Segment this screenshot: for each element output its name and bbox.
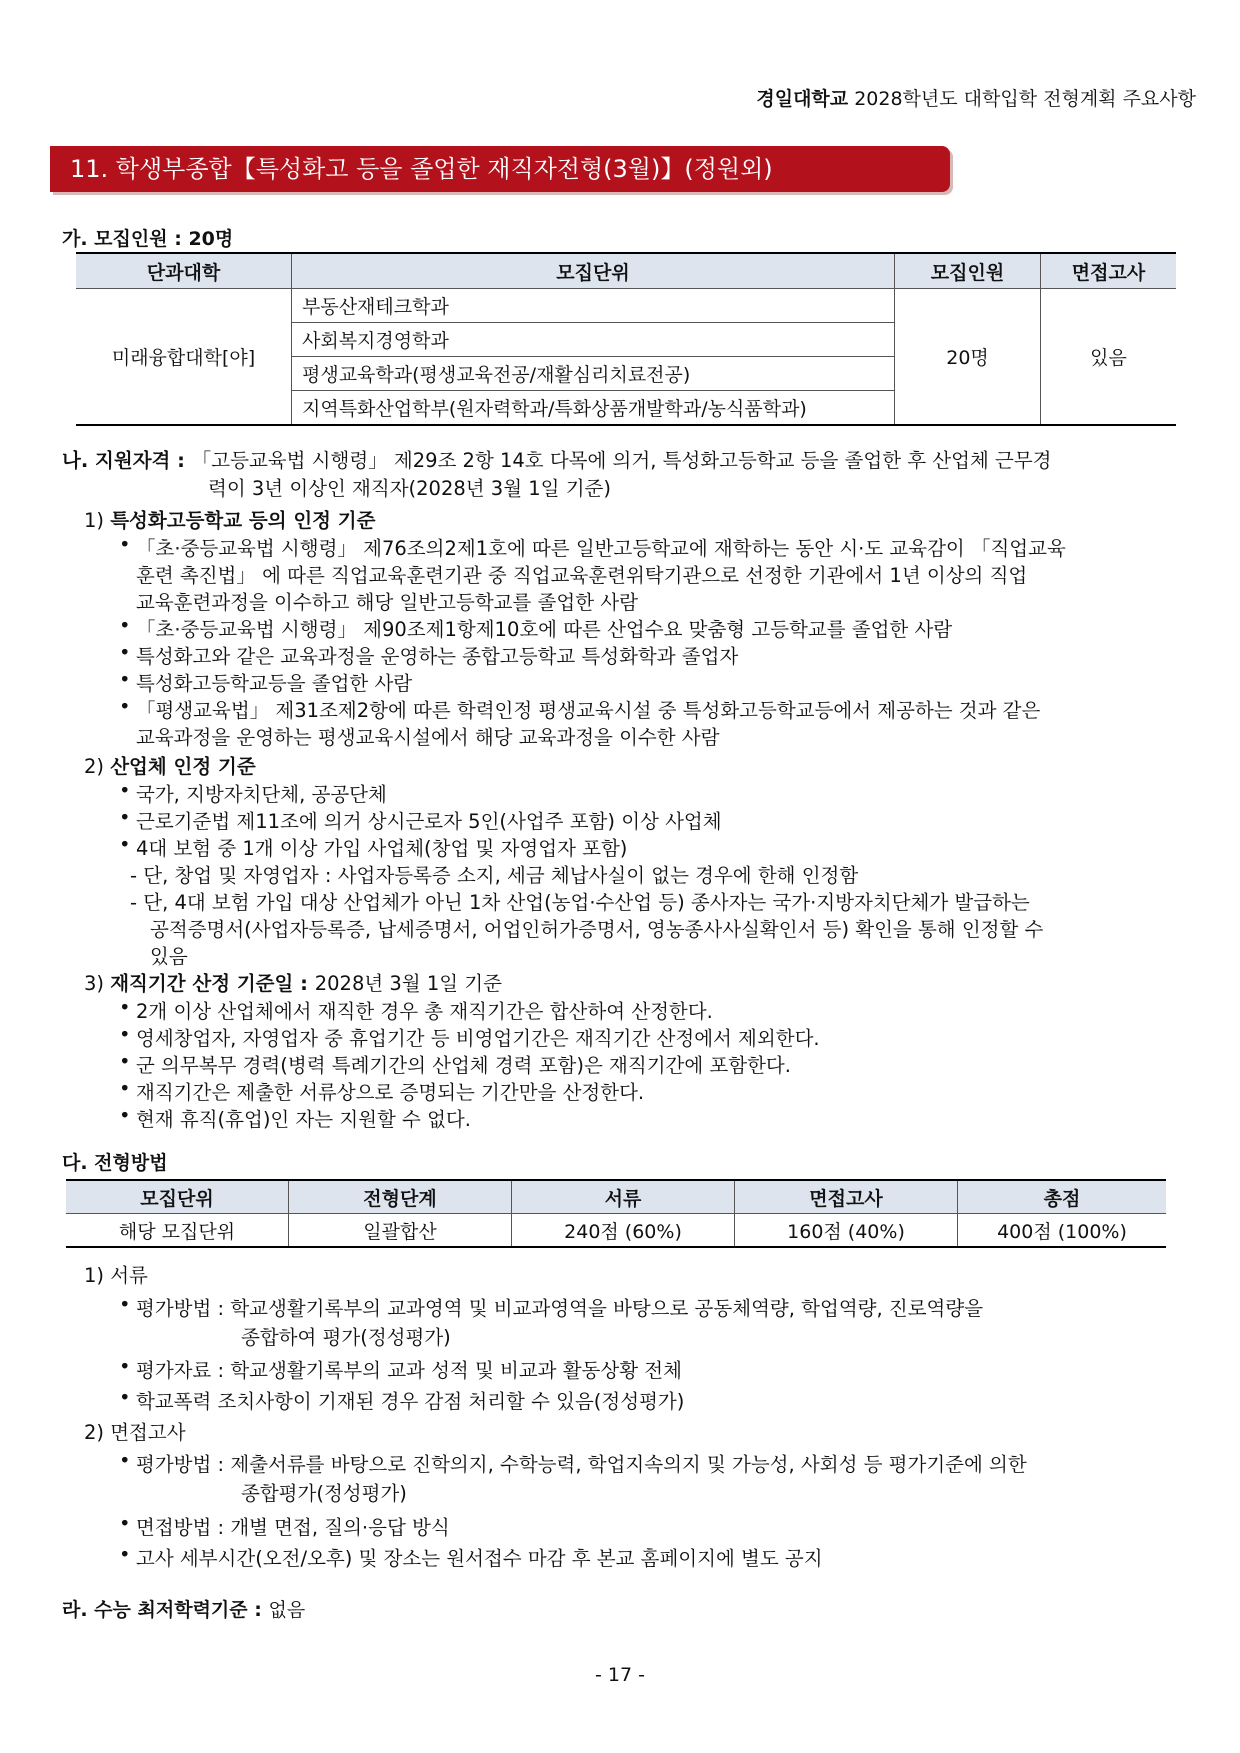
- list-item: • 평가방법 : 학교생활기록부의 교과영역 및 비교과영역을 바탕으로 공동체역량, 학업역량, 진로역량을: [136, 1293, 983, 1321]
- list-item: • 특성화고등학교등을 졸업한 사람: [136, 668, 412, 696]
- table-cell: 160점 (40%): [735, 1214, 958, 1248]
- list-item: • 면접방법 : 개별 면접, 질의·응답 방식: [136, 1512, 450, 1540]
- table-cell: 해당 모집단위: [66, 1214, 289, 1248]
- method-table: [66, 1179, 1166, 1248]
- list-item: • 평가자료 : 학교생활기록부의 교과 성적 및 비교과 활동상황 전체: [136, 1355, 682, 1383]
- na2-heading: 2) 산업체 인정 기준: [84, 755, 256, 778]
- list-item-cont: 종합하여 평가(정성평가): [241, 1326, 451, 1349]
- list-item: • 2개 이상 산업체에서 재직한 경우 총 재직기간은 합산하여 산정한다.: [136, 996, 713, 1024]
- section-da: 다. 전형방법: [62, 1152, 168, 1174]
- table-header: 모집인원: [895, 253, 1041, 289]
- table-header: 면접고사: [735, 1180, 958, 1214]
- list-item-cont: 훈련 촉진법」 에 따른 직업교육훈련기관 중 직업교육훈련위탁기관으로 선정한 기관에서 1년 이상의 직업: [136, 564, 1028, 587]
- da2-title: 면접고사: [110, 1421, 186, 1444]
- list-item-cont: 교육훈련과정을 이수하고 해당 일반고등학교를 졸업한 사람: [136, 591, 638, 614]
- list-item: • 재직기간은 제출한 서류상으로 증명되는 기간만을 산정한다.: [136, 1077, 644, 1105]
- da2-heading: 2) 면접고사: [84, 1421, 186, 1444]
- list-item: • 「초·중등교육법 시행령」 제90조제1항제10호에 따른 산업수요 맞춤형 고등학교를 졸업한 사람: [136, 614, 952, 642]
- list-item: • 「초·중등교육법 시행령」 제76조의2제1호에 따른 일반고등학교에 재학하는 동안 시·도 교육감이 「직업교육: [136, 533, 1166, 561]
- section-na-line: 「고등교육법 시행령」 제29조 2항 14호 다목에 의거, 특성화고등학교 등을 졸업한 후 산업체 근무경: [191, 449, 1052, 472]
- quota-table: [76, 252, 1176, 426]
- table-header: 서류: [512, 1180, 735, 1214]
- table-header: 단과대학: [76, 253, 292, 289]
- list-item: • 군 의무복무 경력(병력 특례기간의 산업체 경력 포함)은 재직기간에 포함한다.: [136, 1050, 791, 1078]
- list-subitem: - 단, 4대 보험 가입 대상 산업체가 아닌 1차 산업(농업·수산업 등) 종사자는 국가·지방자치단체가 발급하는: [130, 891, 1030, 914]
- table-cell: 일괄합산: [289, 1214, 512, 1248]
- list-item: • 현재 휴직(휴업)인 자는 지원할 수 없다.: [136, 1104, 471, 1132]
- list-item: • 고사 세부시간(오전/오후) 및 장소는 원서접수 마감 후 본교 홈페이지에 별도 공지: [136, 1543, 823, 1571]
- section-ra-label: 라. 수능 최저학력기준 :: [62, 1599, 269, 1621]
- list-item: • 4대 보험 중 1개 이상 가입 사업체(창업 및 자영업자 포함): [136, 833, 627, 861]
- list-item: • 국가, 지방자치단체, 공공단체: [136, 779, 387, 807]
- section-banner: 11. 학생부종합【특성화고 등을 졸업한 재직자전형(3월)】(정원외): [50, 146, 950, 192]
- table-header: 모집단위: [66, 1180, 289, 1214]
- table-header: 전형단계: [289, 1180, 512, 1214]
- interview-cell: 있음: [1041, 289, 1177, 426]
- table-header: 모집단위: [292, 253, 895, 289]
- da1-heading: 1) 서류: [84, 1264, 148, 1287]
- section-na: [62, 445, 1164, 473]
- na2-title: 산업체 인정 기준: [110, 755, 256, 778]
- list-subitem: - 단, 창업 및 자영업자 : 사업자등록증 소지, 세금 체납사실이 없는 경우에 한해 인정함: [130, 864, 859, 887]
- list-item-cont: 종합평가(정성평가): [241, 1482, 407, 1505]
- section-na-line: 력이 3년 이상인 재직자(2028년 3월 1일 기준): [208, 477, 611, 500]
- college-cell: 미래융합대학[야]: [76, 289, 292, 426]
- page-number: - 17 -: [595, 1664, 645, 1686]
- na1-heading: 1) 특성화고등학교 등의 인정 기준: [84, 509, 376, 532]
- unit-cell: 부동산재테크학과: [292, 289, 895, 323]
- school-name: 경일대학교: [756, 88, 849, 110]
- section-na-label: 나. 지원자격 :: [62, 449, 192, 472]
- table-cell: 400점 (100%): [958, 1214, 1167, 1248]
- list-item: • 평가방법 : 제출서류를 바탕으로 진학의지, 수학능력, 학업지속의지 및 가능성, 사회성 등 평가기준에 의한: [136, 1449, 1027, 1477]
- unit-cell: 지역특화산업학부(원자력학과/특화상품개발학과/농식품학과): [292, 391, 895, 426]
- list-item: • 영세창업자, 자영업자 중 휴업기간 등 비영업기간은 재직기간 산정에서 제외한다.: [136, 1023, 820, 1051]
- section-ga: [62, 224, 233, 251]
- na3-title: 재직기간 산정 기준일 :: [110, 972, 315, 995]
- na3-heading: 3) 재직기간 산정 기준일 : 2028년 3월 1일 기준: [84, 972, 502, 995]
- section-ga-value: 20명: [188, 228, 234, 250]
- unit-cell: 평생교육학과(평생교육전공/재활심리치료전공): [292, 357, 895, 391]
- page-header: [756, 84, 1196, 111]
- table-cell: 240점 (60%): [512, 1214, 735, 1248]
- table-header: 면접고사: [1041, 253, 1177, 289]
- header-title: 2028학년도 대학입학 전형계획 주요사항: [854, 88, 1196, 110]
- list-item: • 근로기준법 제11조에 의거 상시근로자 5인(사업주 포함) 이상 사업체: [136, 806, 722, 834]
- table-header: 총점: [958, 1180, 1167, 1214]
- section-ra-value: 없음: [268, 1599, 306, 1621]
- list-item: • 학교폭력 조치사항이 기재된 경우 감점 처리할 수 있음(정성평가): [136, 1386, 684, 1414]
- na3-value: 2028년 3월 1일 기준: [314, 972, 502, 995]
- list-subitem-cont: 공적증명서(사업자등록증, 납세증명서, 어업인허가증명서, 영농종사사실확인서 등) 확인을 통해 인정할 수: [150, 918, 1044, 941]
- da1-title: 서류: [110, 1264, 148, 1287]
- list-subitem-cont: 있음: [150, 945, 188, 968]
- na1-title: 특성화고등학교 등의 인정 기준: [110, 509, 376, 532]
- count-cell: 20명: [895, 289, 1041, 426]
- section-ra: [62, 1595, 305, 1622]
- unit-cell: 사회복지경영학과: [292, 323, 895, 357]
- list-item: • 특성화고와 같은 교육과정을 운영하는 종합고등학교 특성화학과 졸업자: [136, 641, 738, 669]
- list-item-cont: 교육과정을 운영하는 평생교육시설에서 해당 교육과정을 이수한 사람: [136, 726, 720, 749]
- section-ga-label: 가. 모집인원 :: [62, 228, 189, 250]
- list-item: • 「평생교육법」 제31조제2항에 따른 학력인정 평생교육시설 중 특성화고등학교등에서 제공하는 것과 같은: [136, 695, 1040, 723]
